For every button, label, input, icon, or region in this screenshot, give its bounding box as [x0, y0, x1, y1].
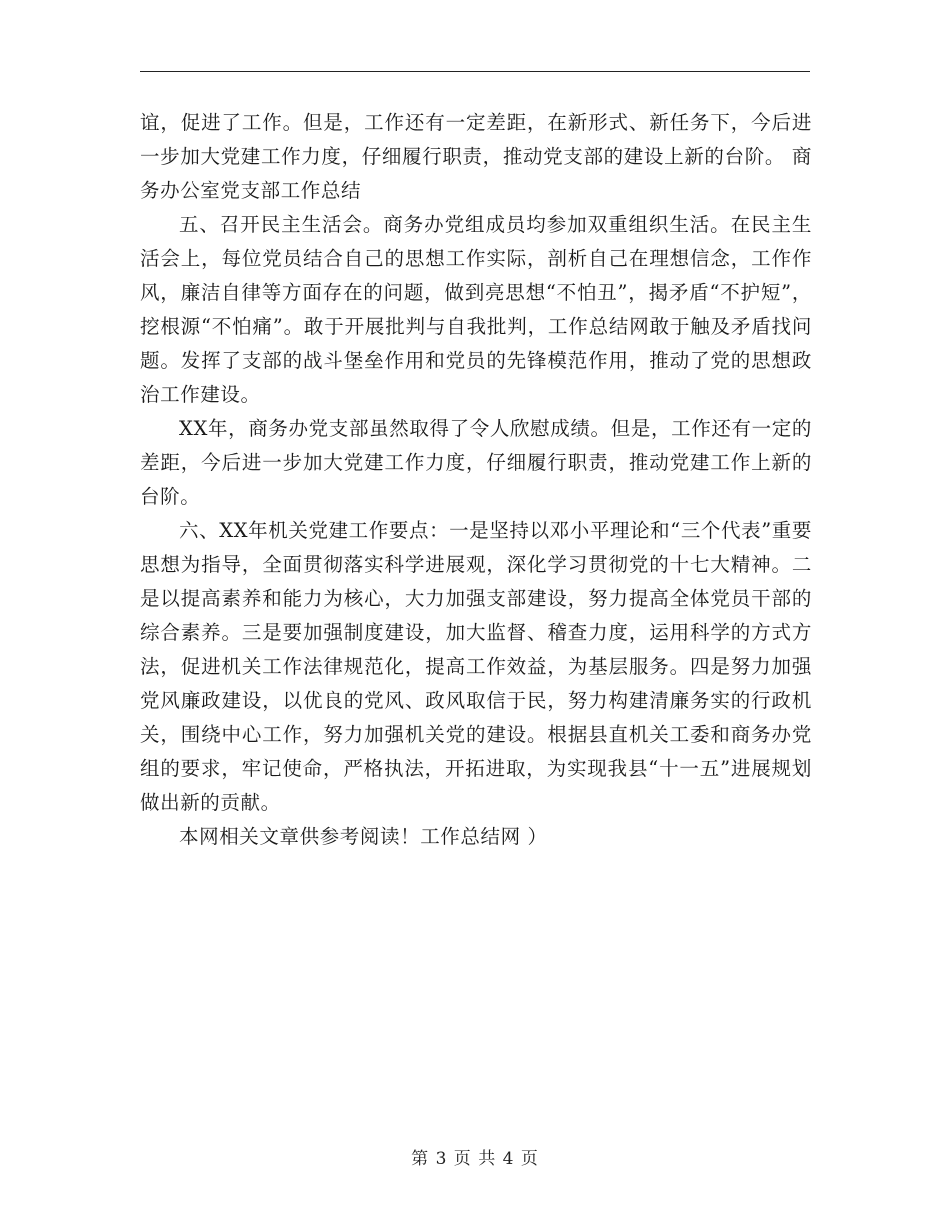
paragraph-work-points: 六、XX年机关党建工作要点：一是坚持以邓小平理论和“三个代表”重要思想为指导，全面贯彻落实科学进展观，深化学习贯彻党的十七大精神。二是以提高素养和能力为核心，大力加强支部建设，努力提高全体党员干部的综合素养。三是要加强制度建设，加大监督、稽查力度，运用科学的方式方法，促进机关工作法律规范化，提高工作效益，为基层服务。四是努力加强党风廉政建设，以优良的党风、政风取信于民，努力构建清廉务实的行政机关，围绕中心工作，努力加强机关党的建设。根据县直机关工委和商务办党组的要求，牢记使命，严格执法，开拓进取，为实现我县“十一五”进展规划做出新的贡献。: [140, 519, 813, 814]
header-rule: [140, 71, 810, 72]
paragraph-reference: 本网相关文章供参考阅读！工作总结网 ）: [179, 825, 548, 848]
paragraph-democratic-life-meeting: 五、召开民主生活会。商务办党组成员均参加双重组织生活。在民主生活会上，每位党员结合自己的思想工作实际，剖析自己在理想信念，工作作风，廉洁自律等方面存在的问题，做到亮思想“不怕丑”，揭矛盾“不护短”，挖根源“不怕痛”。敢于开展批判与自我批判，工作总结网敢于触及矛盾找问题。发挥了支部的战斗堡垒作用和党员的先锋模范作用，推动了党的思想政治工作建设。: [140, 213, 812, 406]
paragraph-continuation: 谊，促进了工作。但是，工作还有一定差距，在新形式、新任务下，今后进一步加大党建工作力度，仔细履行职责，推动党支部的建设上新的台阶。 商务办公室党支部工作总结: [140, 111, 812, 202]
document-body: [140, 106, 812, 854]
page-number-footer: 第 3 页 共 4 页: [411, 1149, 539, 1169]
paragraph-year-summary: XX年，商务办党支部虽然取得了令人欣慰成绩。但是，工作还有一定的差距，今后进一步加大党建工作力度，仔细履行职责，推动党建工作上新的台阶。: [140, 417, 812, 508]
